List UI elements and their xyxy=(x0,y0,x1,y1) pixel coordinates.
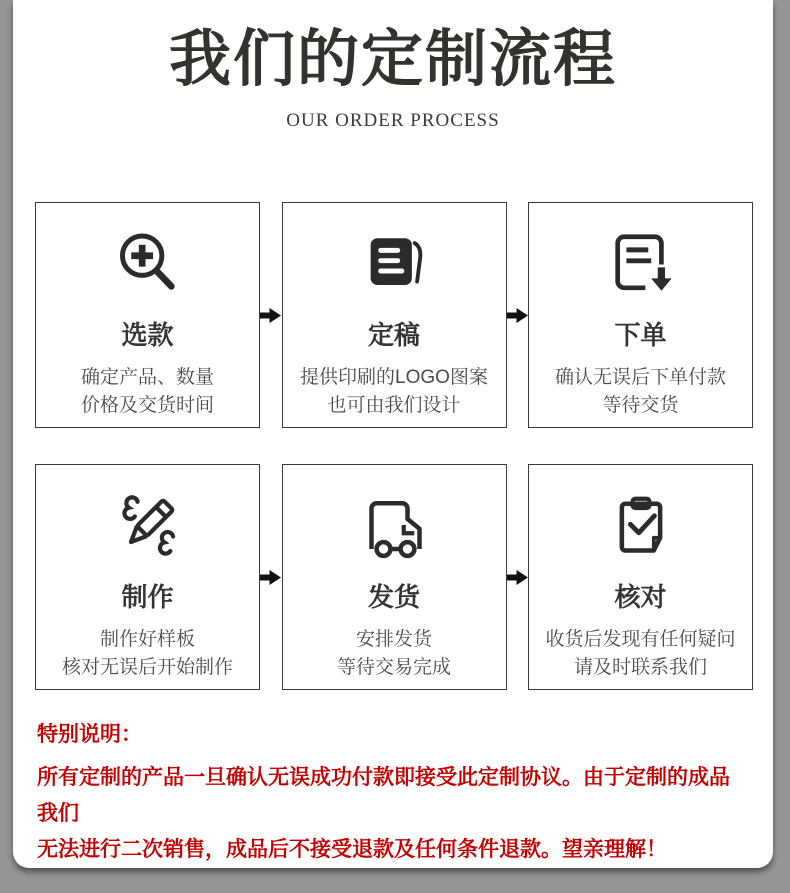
step-box-verify xyxy=(528,464,753,690)
arrow-cell xyxy=(507,570,529,585)
notice-line-2: 无法进行二次销售，成品后不接受退款及任何条件退款。望亲理解！ xyxy=(37,838,667,861)
pencil-design-icon xyxy=(36,489,259,561)
step-title: 核对 xyxy=(614,582,667,612)
magnifier-plus-icon xyxy=(36,227,259,299)
right-arrow-icon xyxy=(507,570,528,585)
step-description: 确定产品、数量 价格及交货时间 xyxy=(80,367,214,416)
special-notice xyxy=(37,718,749,868)
notice-body xyxy=(37,760,749,868)
document-draft-icon xyxy=(283,227,506,299)
page-title: 我们的定制流程 xyxy=(168,25,617,94)
process-card xyxy=(13,0,773,868)
right-arrow-icon xyxy=(507,308,528,323)
truck-shipping-icon xyxy=(283,489,506,561)
arrow-cell xyxy=(260,570,282,585)
step-box-make xyxy=(35,464,260,690)
order-download-icon xyxy=(529,227,752,299)
step-title: 下单 xyxy=(614,320,667,350)
notice-line-1: 所有定制的产品一旦确认无误成功付款即接受此定制协议。由于定制的成品我们 xyxy=(37,766,730,825)
arrow-cell xyxy=(507,308,529,323)
step-box-draft xyxy=(282,202,507,428)
step-title: 制作 xyxy=(121,582,174,612)
step-title: 发货 xyxy=(367,582,420,612)
step-description: 制作好样板 核对无误后开始制作 xyxy=(61,629,233,678)
right-arrow-icon xyxy=(260,308,281,323)
process-row-2 xyxy=(35,464,753,690)
step-title: 选款 xyxy=(121,320,174,350)
step-title: 定稿 xyxy=(367,320,420,350)
process-row-1 xyxy=(35,202,753,428)
step-description: 提供印刷的LOGO图案 也可由我们设计 xyxy=(300,367,488,416)
clipboard-check-icon xyxy=(529,489,752,561)
step-description: 收货后发现有任何疑问 请及时联系我们 xyxy=(545,629,736,678)
step-description: 安排发货 等待交易完成 xyxy=(336,629,451,678)
notice-heading: 特别说明： xyxy=(37,723,142,746)
step-box-ship xyxy=(282,464,507,690)
step-box-order xyxy=(528,202,753,428)
arrow-cell xyxy=(260,308,282,323)
right-arrow-icon xyxy=(260,570,281,585)
step-box-select xyxy=(35,202,260,428)
page-subtitle: OUR ORDER PROCESS xyxy=(286,110,500,131)
step-description: 确认无误后下单付款 等待交货 xyxy=(554,367,726,416)
